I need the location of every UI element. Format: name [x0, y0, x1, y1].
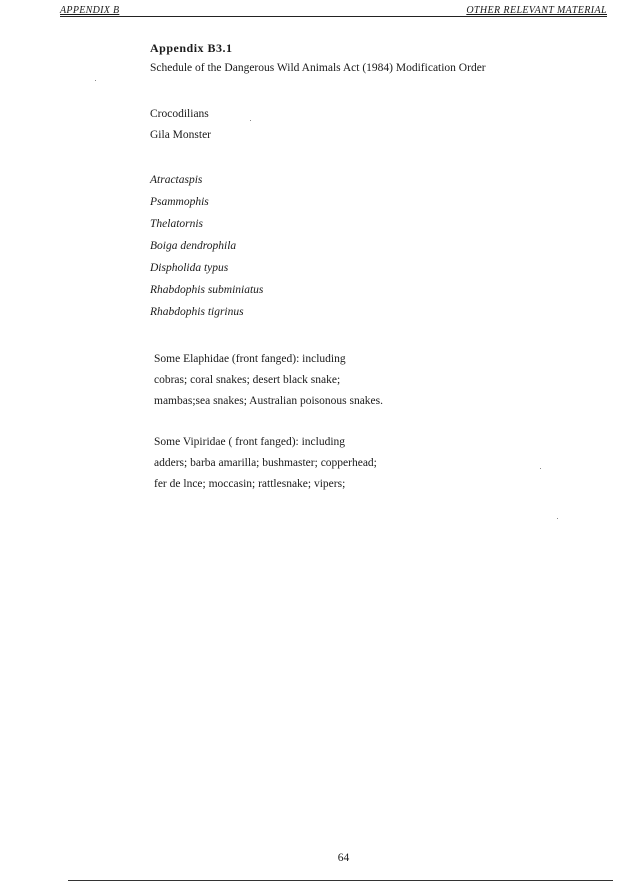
species-group [150, 169, 590, 323]
reptile-group [150, 104, 590, 146]
list-item: Some Elaphidae (front fanged): including [154, 353, 346, 365]
list-item: fer de lnce; moccasin; rattlesnake; vipers; [154, 478, 346, 490]
list-item: Rhabdophis subminiatus [150, 284, 264, 296]
list-item: Rhabdophis tigrinus [150, 306, 244, 318]
schedule-title: Schedule of the Dangerous Wild Animals Act (1984) Modification Order [150, 62, 486, 74]
list-item: cobras; coral snakes; desert black snake; [154, 374, 341, 386]
page-content [150, 40, 590, 495]
page-number: 64 [337, 852, 350, 864]
scan-speck [557, 518, 558, 519]
list-item: Dispholida typus [150, 262, 229, 274]
header-divider [60, 16, 607, 17]
list-item: Atractaspis [150, 174, 203, 186]
list-item: Gila Monster [150, 129, 212, 141]
list-item: mambas;sea snakes; Australian poisonous snakes. [154, 395, 384, 407]
running-header-left: APPENDIX B [60, 5, 120, 16]
list-item: Crocodilians [150, 108, 209, 120]
footer-divider [68, 880, 613, 881]
vipiridae-group [150, 432, 590, 495]
running-header-right: OTHER RELEVANT MATERIAL [466, 5, 607, 16]
list-item: Some Vipiridae ( front fanged): including [154, 436, 346, 448]
scan-speck [95, 80, 96, 81]
list-item: Thelatornis [150, 218, 204, 230]
list-item: Psammophis [150, 196, 209, 208]
scan-speck [250, 120, 251, 121]
list-item: Boiga dendrophila [150, 240, 237, 252]
elapidae-group [150, 349, 590, 412]
scan-speck [540, 468, 541, 469]
appendix-title: Appendix B3.1 [150, 41, 233, 55]
list-item: adders; barba amarilla; bushmaster; copperhead; [154, 457, 377, 469]
